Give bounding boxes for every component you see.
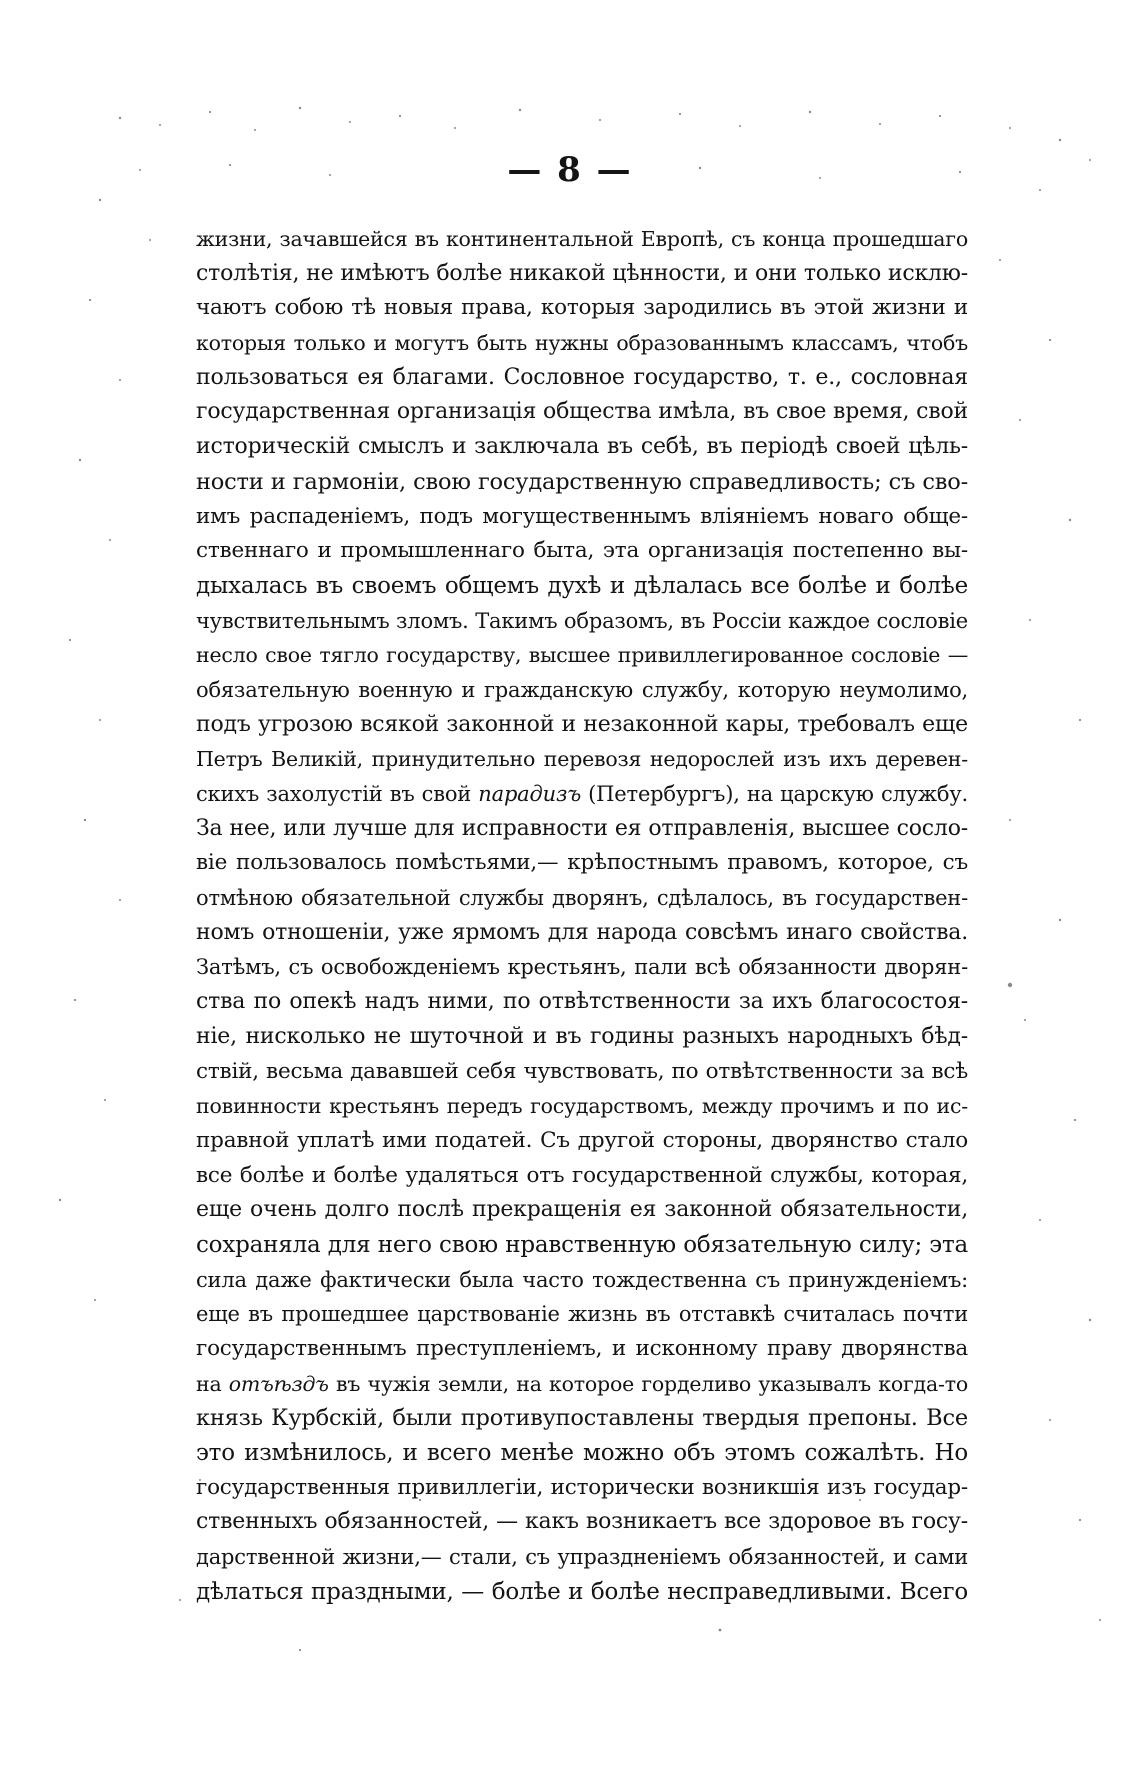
text-line: скихъ захолустій въ свой парадизъ (Петербургъ), на царскую службу. xyxy=(196,782,968,806)
text-line: историческій смыслъ и заключала въ себѣ, въ періодѣ своей цѣль- xyxy=(196,434,968,460)
text-line: обязательную военную и гражданскую службу, которую неумолимо, xyxy=(196,677,968,702)
text-line: чувствительнымъ зломъ. Такимъ образомъ, въ Россіи каждое сословіе xyxy=(196,608,968,633)
text-line: еще очень долго послѣ прекращенія ея законной обязательности, xyxy=(196,1197,968,1223)
text-line: это измѣнилось, и всего менѣе можно объ этомъ сожалѣть. Но xyxy=(196,1440,968,1467)
text-line: сила даже фактически была часто тождественна съ принужденіемъ: xyxy=(196,1267,968,1292)
text-line: віе пользовалось помѣстьями,— крѣпостнымъ правомъ, которое, съ xyxy=(196,850,968,876)
text-line: ности и гармоніи, свою государственную справедливость; съ сво- xyxy=(196,468,968,495)
text-line: ніе, нисколько не шуточной и въ годины разныхъ народныхъ бѣд- xyxy=(196,1023,968,1049)
text-line: несло свое тягло государству, высшее привиллегированное сословіе — xyxy=(196,643,968,668)
text-line: ственныхъ обязанностей, — какъ возникаетъ все здоровое въ госу- xyxy=(196,1509,968,1535)
text-line: Петръ Великій, принудительно перевозя недорослей изъ ихъ деревен- xyxy=(196,747,968,772)
text-line: на отъѣздъ въ чужія земли, на которое горделиво указывалъ когда-то xyxy=(196,1371,968,1396)
text-line: пользоваться ея благами. Сословное государство, т. е., сословная xyxy=(196,364,968,390)
page-number: — 8 — xyxy=(507,150,633,190)
body-text xyxy=(196,222,968,1610)
text-line: За нее, или лучше для исправности ея отправленія, высшее сосло- xyxy=(196,815,968,841)
text-line: повинности крестьянъ передъ государствомъ, между прочимъ и по ис- xyxy=(196,1094,968,1119)
text-line: государственная организація общества имѣла, въ свое время, свой xyxy=(196,399,968,425)
text-line: сохраняла для него свою нравственную обязательную силу; эта xyxy=(196,1231,968,1258)
text-line: чаютъ собою тѣ новыя права, которыя зародились въ этой жизни и xyxy=(196,295,968,321)
text-line: князь Курбскій, были противупоставлены твердыя препоны. Все xyxy=(196,1405,968,1432)
text-line: все болѣе и болѣе удаляться отъ государственной службы, которая, xyxy=(196,1162,968,1188)
italic-word: отъѣздъ xyxy=(228,1371,329,1396)
text-line: Затѣмъ, съ освобожденіемъ крестьянъ, пали всѣ обязанности дворян- xyxy=(196,955,968,980)
text-line: номъ отношеніи, уже ярмомъ для народа совсѣмъ инаго свойства. xyxy=(196,919,968,945)
text-line: дыхалась въ своемъ общемъ духѣ и дѣлалась все болѣе и болѣе xyxy=(196,572,968,599)
text-line: которыя только и могутъ быть нужны образованнымъ классамъ, чтобъ xyxy=(196,331,968,356)
text-line: ствій, весьма дававшей себя чувствовать, по отвѣтственности за всѣ xyxy=(196,1058,968,1084)
text-line: ства по опекѣ надъ ними, по отвѣтственности за ихъ благосостоя- xyxy=(196,989,968,1015)
text-line: еще въ прошедшее царствованіе жизнь въ отставкѣ считалась почти xyxy=(196,1302,968,1327)
text-line: столѣтія, не имѣютъ болѣе никакой цѣнности, и они только исклю- xyxy=(196,260,968,286)
italic-word: парадизъ xyxy=(478,782,581,806)
text-line: имъ распаденіемъ, подъ могущественнымъ вліяніемъ новаго обще- xyxy=(196,503,968,529)
text-line: подъ угрозою всякой законной и незаконной кары, требовалъ еще xyxy=(196,711,968,737)
text-line: ственнаго и промышленнаго быта, эта организація постепенно вы- xyxy=(196,538,968,564)
text-line: государственнымъ преступленіемъ, и исконному праву дворянства xyxy=(196,1336,968,1361)
text-line: дѣлаться праздными, — болѣе и болѣе несправедливыми. Всего xyxy=(196,1578,968,1605)
text-line: отмѣною обязательной службы дворянъ, сдѣлалось, въ государствен- xyxy=(196,886,968,911)
text-line: правной уплатѣ ими податей. Съ другой стороны, дворянство стало xyxy=(196,1127,968,1153)
text-line: государственныя привиллегіи, исторически возникшія изъ государ- xyxy=(196,1474,968,1500)
text-line: жизни, зачавшейся въ континентальной Европѣ, съ конца прошедшаго xyxy=(196,227,968,251)
text-line: дарственной жизни,— стали, съ упраздненіемъ обязанностей, и сами xyxy=(196,1545,968,1570)
